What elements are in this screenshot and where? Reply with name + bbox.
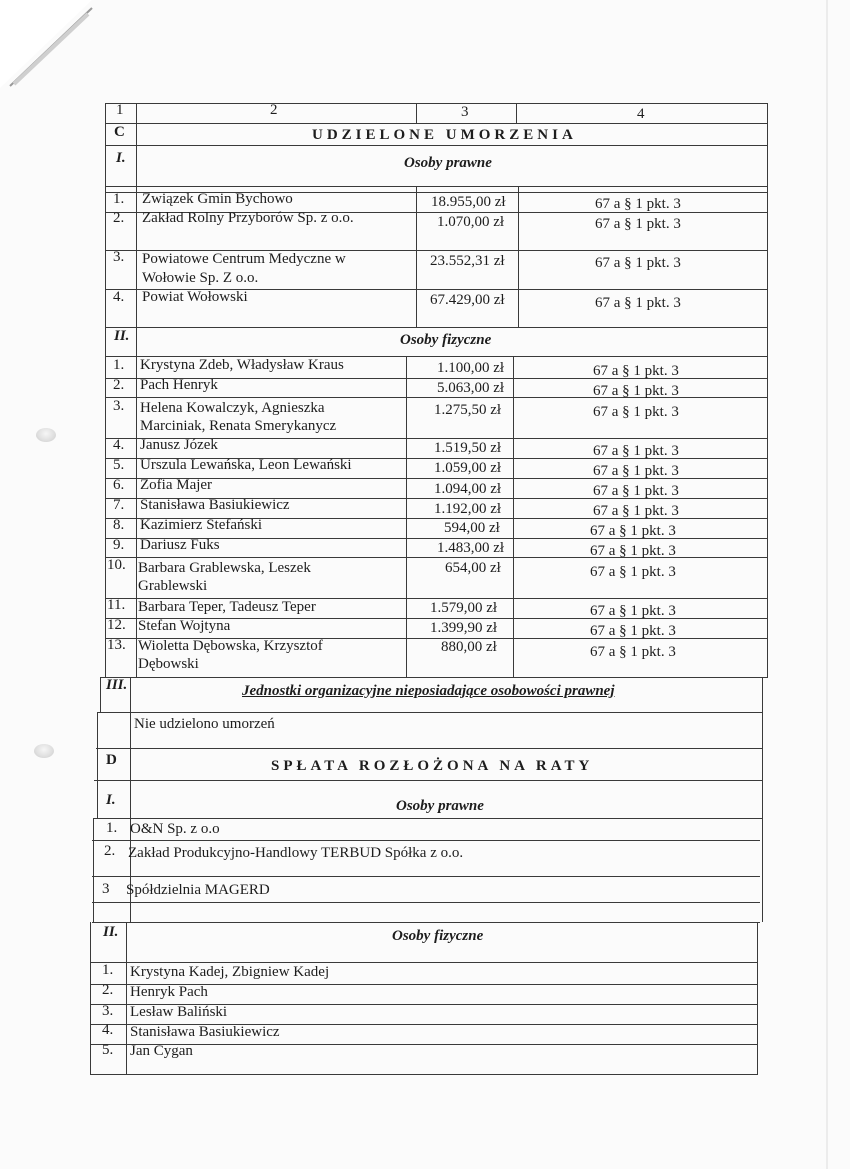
group-title: Osoby fizyczne — [400, 332, 492, 348]
rule — [100, 677, 101, 712]
punch-hole-bottom — [34, 744, 54, 758]
row-legal-basis: 67 a § 1 pkt. 3 — [593, 383, 679, 399]
rule — [96, 748, 762, 749]
row-number: 4. — [113, 437, 125, 453]
rule — [105, 123, 768, 124]
row-name: Barbara Teper, Tadeusz Teper — [138, 599, 316, 615]
row-amount: 67.429,00 zł — [430, 292, 505, 308]
column-header-3: 3 — [461, 104, 469, 120]
row-legal-basis: 67 a § 1 pkt. 3 — [590, 623, 676, 639]
row-legal-basis: 67 a § 1 pkt. 3 — [590, 543, 676, 559]
row-name: Urszula Lewańska, Leon Lewański — [140, 457, 352, 473]
row-name: Jan Cygan — [130, 1043, 193, 1059]
rule — [98, 712, 762, 713]
rule — [90, 962, 758, 963]
row-number: 2. — [113, 377, 125, 393]
row-name-line2: Wołowie Sp. Z o.o. — [142, 270, 259, 286]
rule — [126, 922, 127, 1074]
row-name: Związek Gmin Bychowo — [142, 191, 293, 207]
row-amount: 1.275,50 zł — [434, 402, 502, 418]
rule — [105, 145, 768, 146]
rule — [100, 677, 768, 678]
rule — [516, 103, 517, 123]
row-legal-basis: 67 a § 1 pkt. 3 — [593, 503, 679, 519]
rule — [767, 103, 768, 677]
row-number: 5. — [113, 457, 125, 473]
group-roman: III. — [106, 677, 128, 693]
section-title: UDZIELONE UMORZENIA — [312, 127, 577, 143]
no-relief-note: Nie udzielono umorzeń — [134, 716, 275, 732]
row-number: 6. — [113, 477, 125, 493]
row-amount: 654,00 zł — [445, 560, 501, 576]
group-title: Jednostki organizacyjne nieposiadające osobowości prawnej — [242, 683, 615, 699]
row-legal-basis: 67 a § 1 pkt. 3 — [593, 483, 679, 499]
row-name: Lesław Baliński — [130, 1004, 228, 1020]
row-name: Henryk Pach — [130, 984, 208, 1000]
row-name: Zakład Rolny Przyborów Sp. z o.o. — [142, 210, 354, 226]
rule — [94, 818, 762, 819]
row-number: 13. — [107, 637, 126, 653]
group-title: Osoby prawne — [404, 155, 492, 171]
row-legal-basis: 67 a § 1 pkt. 3 — [595, 295, 681, 311]
rule — [90, 1074, 758, 1075]
row-legal-basis: 67 a § 1 pkt. 3 — [590, 564, 676, 580]
row-number: 2. — [104, 843, 116, 859]
row-legal-basis: 67 a § 1 pkt. 3 — [593, 404, 679, 420]
row-number: 3. — [113, 398, 125, 414]
row-amount: 1.192,00 zł — [434, 501, 502, 517]
rule — [416, 186, 417, 327]
row-number: 2. — [102, 982, 114, 998]
rule — [105, 327, 768, 328]
row-name: Krystyna Zdeb, Władysław Kraus — [140, 357, 344, 373]
section-title: SPŁATA ROZŁOŻONA NA RATY — [271, 758, 594, 774]
rule — [105, 186, 768, 187]
row-name-line1: Powiatowe Centrum Medyczne w — [142, 251, 346, 267]
rule — [757, 922, 758, 1074]
row-number: 3. — [102, 1003, 114, 1019]
row-legal-basis: 67 a § 1 pkt. 3 — [593, 463, 679, 479]
row-name: O&N Sp. z o.o — [130, 821, 220, 837]
row-name: Stanisława Basiukiewicz — [140, 497, 290, 513]
row-amount: 1.070,00 zł — [437, 214, 505, 230]
row-legal-basis: 67 a § 1 pkt. 3 — [590, 644, 676, 660]
row-amount: 23.552,31 zł — [430, 253, 505, 269]
row-amount: 1.519,50 zł — [434, 440, 502, 456]
punch-hole-top — [36, 428, 56, 442]
row-name: Pach Henryk — [140, 377, 218, 393]
rule — [92, 840, 760, 841]
row-number: 1. — [106, 820, 118, 836]
row-name-line2: Marciniak, Renata Smerykanycz — [140, 418, 337, 434]
column-header-2: 2 — [270, 102, 278, 118]
row-number: 7. — [113, 497, 125, 513]
page-edge — [826, 0, 828, 1169]
row-name: Janusz Józek — [140, 437, 218, 453]
row-amount: 1.100,00 zł — [437, 360, 505, 376]
group-title: Osoby prawne — [396, 798, 484, 814]
group-title: Osoby fizyczne — [392, 928, 484, 944]
rule — [518, 186, 519, 327]
row-amount: 1.483,00 zł — [437, 540, 505, 556]
row-name: Dariusz Fuks — [140, 537, 220, 553]
rule — [105, 103, 768, 104]
row-amount: 18.955,00 zł — [431, 194, 506, 210]
row-number: 12. — [107, 617, 126, 633]
rule — [93, 818, 94, 922]
section-letter: D — [106, 752, 117, 768]
row-amount: 1.579,00 zł — [430, 600, 498, 616]
row-name: Krystyna Kadej, Zbigniew Kadej — [130, 964, 330, 980]
row-number: 3. — [113, 249, 125, 265]
row-amount: 5.063,00 zł — [437, 380, 505, 396]
group-roman: II. — [103, 924, 119, 940]
row-legal-basis: 67 a § 1 pkt. 3 — [590, 523, 676, 539]
row-amount: 1.059,00 zł — [434, 460, 502, 476]
row-number: 5. — [102, 1042, 114, 1058]
rule — [94, 780, 762, 781]
row-number: 4. — [102, 1022, 114, 1038]
row-name-line2: Dębowski — [138, 656, 199, 672]
row-number: 1. — [102, 962, 114, 978]
row-number: 1. — [113, 357, 125, 373]
row-number: 4. — [113, 289, 125, 305]
row-name-line2: Grablewski — [138, 578, 208, 594]
row-name-line1: Helena Kowalczyk, Agnieszka — [140, 400, 325, 416]
rule — [105, 103, 106, 677]
row-amount: 1.399,90 zł — [430, 620, 498, 636]
row-amount: 594,00 zł — [444, 520, 500, 536]
row-legal-basis: 67 a § 1 pkt. 3 — [595, 196, 681, 212]
rule — [92, 876, 760, 877]
column-header-4: 4 — [637, 106, 645, 122]
group-roman: I. — [116, 150, 126, 166]
row-legal-basis: 67 a § 1 pkt. 3 — [595, 255, 681, 271]
group-roman: II. — [114, 328, 130, 344]
rule — [136, 103, 137, 677]
row-number: 9. — [113, 537, 125, 553]
rule — [406, 356, 407, 677]
rule — [92, 902, 760, 903]
row-number: 8. — [113, 517, 125, 533]
row-name: Stefan Wojtyna — [138, 618, 231, 634]
folded-corner-shadow — [0, 0, 100, 95]
row-name: Powiat Wołowski — [142, 289, 248, 305]
rule — [90, 922, 91, 1074]
row-name: Stanisława Basiukiewicz — [130, 1024, 280, 1040]
row-name: Zakład Produkcyjno-Handlowy TERBUD Spółka z o.o. — [128, 845, 464, 861]
rule — [92, 922, 760, 923]
rule — [416, 103, 417, 123]
row-amount: 1.094,00 zł — [434, 481, 502, 497]
section-letter: C — [114, 124, 125, 140]
row-number: 1. — [113, 191, 125, 207]
row-number: 11. — [107, 597, 126, 613]
row-name: Spółdzielnia MAGERD — [126, 882, 270, 898]
row-legal-basis: 67 a § 1 pkt. 3 — [593, 363, 679, 379]
row-legal-basis: 67 a § 1 pkt. 3 — [590, 603, 676, 619]
rule — [762, 677, 763, 922]
rule — [513, 356, 514, 677]
rule — [97, 712, 98, 818]
row-legal-basis: 67 a § 1 pkt. 3 — [595, 216, 681, 232]
row-amount: 880,00 zł — [441, 639, 497, 655]
row-name: Zofia Majer — [140, 477, 213, 493]
row-number: 2. — [113, 210, 125, 226]
row-number: 10. — [107, 557, 126, 573]
column-header-1: 1 — [116, 102, 124, 118]
row-name-line1: Barbara Grablewska, Leszek — [138, 560, 311, 576]
row-name: Kazimierz Stefański — [140, 517, 263, 533]
row-number: 3 — [102, 881, 110, 897]
row-legal-basis: 67 a § 1 pkt. 3 — [593, 443, 679, 459]
group-roman: I. — [106, 792, 116, 808]
row-name-line1: Wioletta Dębowska, Krzysztof — [138, 638, 323, 654]
